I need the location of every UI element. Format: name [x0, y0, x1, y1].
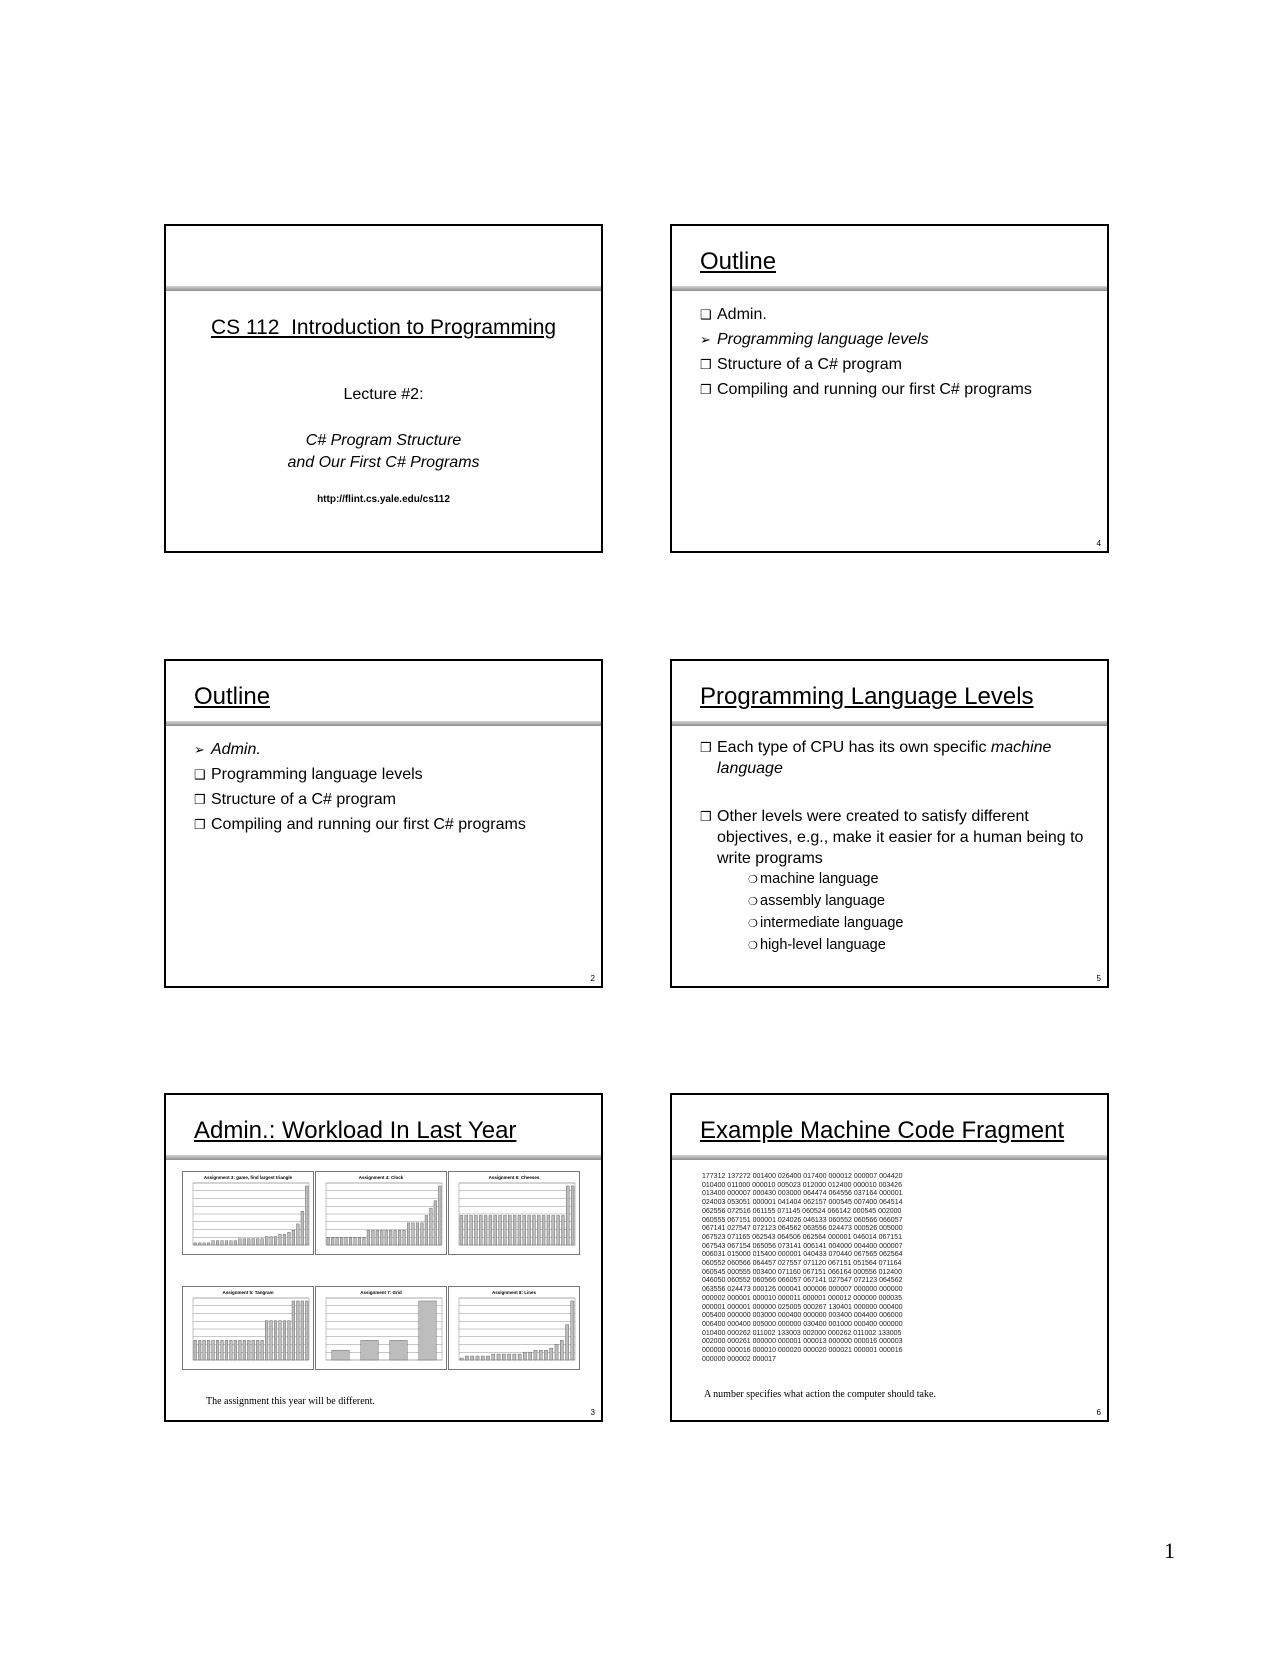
sub-list-item: ❍ high-level language	[748, 935, 1093, 957]
lecture-subtitle-1: C# Program Structure	[305, 432, 462, 449]
list-item: ❑ Admin.	[700, 302, 1093, 327]
chart-bar	[513, 1354, 516, 1360]
chart-bar	[331, 1238, 334, 1245]
chart-bar	[474, 1215, 477, 1245]
chart-bar	[301, 1301, 304, 1360]
course-url: http://flint.cs.yale.edu/cs112	[317, 494, 450, 505]
chart-bar	[547, 1215, 550, 1245]
list-item: ❒ Compiling and running our first C# programs	[194, 812, 587, 837]
chart-bar	[542, 1215, 545, 1245]
chart-bar	[518, 1215, 521, 1245]
chart-bar	[327, 1238, 330, 1245]
chart-title: Assignment 7: Grid	[360, 1290, 402, 1295]
chart-bar	[239, 1239, 242, 1245]
mini-chart-svg	[183, 1287, 313, 1369]
chart-bar	[518, 1354, 521, 1360]
slide-title-language-levels: Programming Language Levels	[700, 683, 1034, 710]
chart-bar	[484, 1215, 487, 1245]
list-item: ❒ Structure of a C# program	[700, 352, 1093, 377]
chart-bar	[234, 1241, 237, 1245]
outline-list	[194, 737, 587, 837]
arrow-bullet-icon: ➢	[700, 332, 711, 347]
chart-bar	[557, 1215, 560, 1245]
chart-bar	[292, 1230, 295, 1245]
box-bullet-icon: ❒	[700, 357, 712, 372]
circle-bullet-icon: ❍	[748, 918, 758, 930]
chart-bar	[486, 1356, 489, 1360]
box-bullet-icon: ❑	[700, 307, 712, 322]
chart-bar	[489, 1215, 492, 1245]
chart-bar	[243, 1340, 246, 1360]
chart-bar	[534, 1350, 537, 1360]
slide-title-outline: Outline	[700, 248, 777, 275]
sub-list-item: ❍ assembly language	[748, 891, 1093, 913]
chart-bar	[561, 1215, 564, 1245]
box-bullet-icon: ❒	[700, 809, 712, 824]
slide-number: 3	[590, 1408, 595, 1417]
chart-bar	[407, 1223, 410, 1245]
mini-chart-svg	[449, 1172, 579, 1254]
chart-bar	[216, 1241, 219, 1245]
chart-bar	[225, 1340, 228, 1360]
chart-assignment-8	[448, 1286, 580, 1370]
chart-bar	[460, 1358, 463, 1360]
slide-number: 6	[1096, 1408, 1101, 1417]
chart-bar	[419, 1301, 436, 1360]
chart-bar	[502, 1354, 505, 1360]
chart-bar	[380, 1230, 383, 1245]
page-number: 1	[1164, 1538, 1175, 1563]
chart-bar	[571, 1186, 574, 1245]
chart-bar	[305, 1301, 308, 1360]
chart-bar	[261, 1239, 264, 1245]
chart-bar	[247, 1340, 250, 1360]
title-bar-divider	[166, 1155, 601, 1160]
arrow-bullet-icon: ➢	[194, 742, 205, 757]
chart-bar	[283, 1321, 286, 1360]
chart-bar	[460, 1215, 463, 1245]
chart-bar	[523, 1215, 526, 1245]
chart-bar	[265, 1321, 268, 1360]
chart-bar	[198, 1243, 201, 1245]
box-bullet-icon: ❒	[700, 382, 712, 397]
chart-bar	[529, 1352, 532, 1360]
chart-bar	[372, 1230, 375, 1245]
chart-bar	[398, 1230, 401, 1245]
slide-outline-levels	[670, 224, 1109, 553]
workload-note: The assignment this year will be different.	[206, 1396, 375, 1407]
chart-bar	[499, 1215, 502, 1245]
slide-number: 5	[1096, 974, 1101, 983]
chart-bar	[288, 1232, 291, 1245]
slide-number: 4	[1096, 539, 1101, 548]
chart-bar	[256, 1239, 259, 1245]
chart-bar	[416, 1223, 419, 1245]
chart-bar	[465, 1356, 468, 1360]
list-item-current: ➢ Admin.	[194, 737, 587, 762]
chart-bar	[252, 1239, 255, 1245]
chart-bar	[270, 1321, 273, 1360]
chart-bar	[367, 1230, 370, 1245]
machine-code-block: 177312 137272 001400 026400 017400 000012 000007 004420 010400 011000 000010 005023 012000 012400 000010 003426 013400 000007 000430 003000 064474 064556 037164 000001 024003 053051 000001 041404 062157 000545 007400 064514 062556 072516 061155 071145 060524 066142 000545 002000 060555 067151 000001 024026 046133 060552 060566 066057 067141 027547 072123 064562 063556 024473 000526 005000 067523 071165 062543 064506 062564 000001 046014 067151 067543 067154 065056 073141 006141 004000 004400 000007 006031 015000 015400 000001 040433 070440 067565 062564 060552 060566 064457 027557 071120 067151 051564 071164 060545 000555 003400 071160 067151 066164 000556 012400 046050 060552 060566 066057 067141 027547 072123 064562 063556 024473 000126 000041 000006 000007 000000 000000 000002 000001 000010 000011 000001 000012 000000 000035 000001 000001 000000 025005 000267 130401 000000 000400 005400 000000 003000 000400 000000 003400 004400 006000 006400 000400 005000 000000 030400 001000 000400 000000 010400 000262 011002 133003 002000 000262 011002 133005 002000 000261 000000 000001 000013 000000 000016 000003 000000 000016 000010 000020 000020 000021 000001 000016 000000 000002 000017	[702, 1173, 903, 1363]
circle-bullet-icon: ❍	[748, 874, 758, 886]
slide-title-machine-code: Example Machine Code Fragment	[700, 1117, 1065, 1144]
chart-bar	[288, 1321, 291, 1360]
title-bar-divider	[672, 1155, 1107, 1160]
slide-number: 2	[590, 974, 595, 983]
circle-bullet-icon: ❍	[748, 940, 758, 952]
chart-bar	[412, 1223, 415, 1245]
list-item: ❒ Each type of CPU has its own specific machine language	[700, 739, 1052, 777]
chart-bar	[349, 1238, 352, 1245]
chart-bar	[470, 1215, 473, 1245]
chart-bar	[234, 1340, 237, 1360]
chart-bar	[376, 1230, 379, 1245]
chart-bar	[207, 1243, 210, 1245]
list-item-current: ➢ Programming language levels	[700, 327, 1093, 352]
chart-bar	[389, 1230, 392, 1245]
chart-bar	[225, 1241, 228, 1245]
slide-admin-workload	[164, 1093, 603, 1422]
chart-bar	[340, 1238, 343, 1245]
chart-bar	[476, 1356, 479, 1360]
chart-bar	[438, 1186, 441, 1245]
box-bullet-icon: ❒	[700, 740, 712, 755]
list-item: ❒ Other levels were created to satisfy different objectives, e.g., make it easier for a human being to write programs	[700, 808, 1084, 867]
list-item: ❒ Structure of a C# program	[194, 787, 587, 812]
course-title: CS 112 Introduction to Programming	[210, 316, 557, 339]
chart-bar	[421, 1223, 424, 1245]
chart-bar	[301, 1211, 304, 1245]
slide-title	[164, 224, 603, 553]
lecture-number: Lecture #2:	[343, 386, 424, 403]
mini-chart-svg	[316, 1172, 446, 1254]
chart-assignment-5	[182, 1286, 314, 1370]
chart-bar	[513, 1215, 516, 1245]
chart-assignment-7	[315, 1286, 447, 1370]
chart-bar	[297, 1301, 300, 1360]
chart-bar	[212, 1340, 215, 1360]
slide-title-workload: Admin.: Workload In Last Year	[194, 1117, 517, 1144]
chart-bar	[363, 1238, 366, 1245]
chart-bar	[203, 1243, 206, 1245]
chart-bar	[492, 1354, 495, 1360]
title-bar-divider	[166, 286, 601, 291]
chart-bar	[465, 1215, 468, 1245]
chart-bar	[571, 1301, 574, 1360]
chart-title: Assignment 4: Clock	[358, 1175, 404, 1180]
chart-bar	[207, 1340, 210, 1360]
chart-bar	[494, 1215, 497, 1245]
chart-bar	[471, 1356, 474, 1360]
lecture-subtitle-2: and Our First C# Programs	[287, 454, 480, 471]
chart-bar	[283, 1234, 286, 1245]
chart-assignment-3	[182, 1171, 314, 1255]
chart-bar	[385, 1230, 388, 1245]
chart-title: Assignment 5: Tangram	[222, 1290, 274, 1295]
circle-bullet-icon: ❍	[748, 896, 758, 908]
chart-bar	[358, 1238, 361, 1245]
chart-bar	[508, 1215, 511, 1245]
chart-bar	[508, 1354, 511, 1360]
chart-bar	[497, 1354, 500, 1360]
box-bullet-icon: ❒	[194, 792, 206, 807]
chart-bar	[230, 1241, 233, 1245]
chart-bar	[394, 1230, 397, 1245]
chart-bar	[216, 1340, 219, 1360]
outline-list	[700, 302, 1093, 402]
chart-bar	[345, 1238, 348, 1245]
chart-bar	[243, 1239, 246, 1245]
sub-list-item: ❍ intermediate language	[748, 913, 1093, 935]
chart-bar	[305, 1186, 308, 1245]
list-item: ❒ Compiling and running our first C# programs	[700, 377, 1093, 402]
chart-bar	[354, 1238, 357, 1245]
chart-bar	[539, 1350, 542, 1360]
chart-bar	[194, 1243, 197, 1245]
chart-bar	[274, 1321, 277, 1360]
chart-bar	[279, 1321, 282, 1360]
chart-bar	[239, 1340, 242, 1360]
chart-bar	[252, 1340, 255, 1360]
chart-bar	[194, 1340, 197, 1360]
chart-bar	[221, 1241, 224, 1245]
chart-bar	[566, 1325, 569, 1360]
slide-language-levels	[670, 659, 1109, 988]
chart-bar	[481, 1356, 484, 1360]
chart-bar	[336, 1238, 339, 1245]
chart-title: Assignment 6: Cheeses	[488, 1175, 540, 1180]
chart-bar	[198, 1340, 201, 1360]
title-bar-divider	[672, 721, 1107, 726]
list-item: ❑ Programming language levels	[194, 762, 587, 787]
chart-bar	[403, 1230, 406, 1245]
chart-bar	[297, 1224, 300, 1245]
chart-bar	[230, 1340, 233, 1360]
title-bar-divider	[166, 721, 601, 726]
mini-chart-svg	[183, 1172, 313, 1254]
mini-chart-svg	[316, 1287, 446, 1369]
chart-title: Assignment 3: game, find largest triangle	[203, 1175, 293, 1180]
chart-bar	[270, 1237, 273, 1245]
chart-bar	[425, 1215, 428, 1245]
box-bullet-icon: ❒	[194, 817, 206, 832]
sub-list-item: ❍ machine language	[748, 869, 1093, 891]
chart-bar	[221, 1340, 224, 1360]
chart-bar	[552, 1215, 555, 1245]
mini-chart-svg	[449, 1287, 579, 1369]
slide-machine-code	[670, 1093, 1109, 1422]
chart-title: Assignment 8: Lines	[491, 1290, 536, 1295]
chart-bar	[503, 1215, 506, 1245]
chart-bar	[430, 1208, 433, 1245]
chart-bar	[532, 1215, 535, 1245]
chart-bar	[566, 1186, 569, 1245]
chart-bar	[279, 1234, 282, 1245]
chart-bar	[544, 1350, 547, 1360]
box-bullet-icon: ❑	[194, 767, 206, 782]
chart-bar	[332, 1350, 349, 1360]
chart-assignment-4	[315, 1171, 447, 1255]
levels-list	[700, 737, 1093, 957]
chart-bar	[274, 1237, 277, 1245]
slide-outline-admin	[164, 659, 603, 988]
chart-bar	[361, 1340, 378, 1360]
title-bar-divider	[672, 286, 1107, 291]
chart-bar	[550, 1348, 553, 1360]
chart-bar	[265, 1237, 268, 1245]
chart-bar	[261, 1340, 264, 1360]
chart-bar	[528, 1215, 531, 1245]
chart-bar	[292, 1301, 295, 1360]
chart-bar	[537, 1215, 540, 1245]
chart-assignment-6	[448, 1171, 580, 1255]
chart-bar	[247, 1239, 250, 1245]
chart-bar	[434, 1201, 437, 1245]
chart-bar	[203, 1340, 206, 1360]
chart-bar	[479, 1215, 482, 1245]
machine-code-note: A number specifies what action the computer should take.	[704, 1389, 936, 1400]
chart-bar	[560, 1340, 563, 1360]
chart-bar	[523, 1352, 526, 1360]
chart-bar	[212, 1241, 215, 1245]
slide-title-outline: Outline	[194, 683, 271, 710]
chart-bar	[256, 1340, 259, 1360]
chart-bar	[555, 1344, 558, 1360]
chart-bar	[390, 1340, 407, 1360]
